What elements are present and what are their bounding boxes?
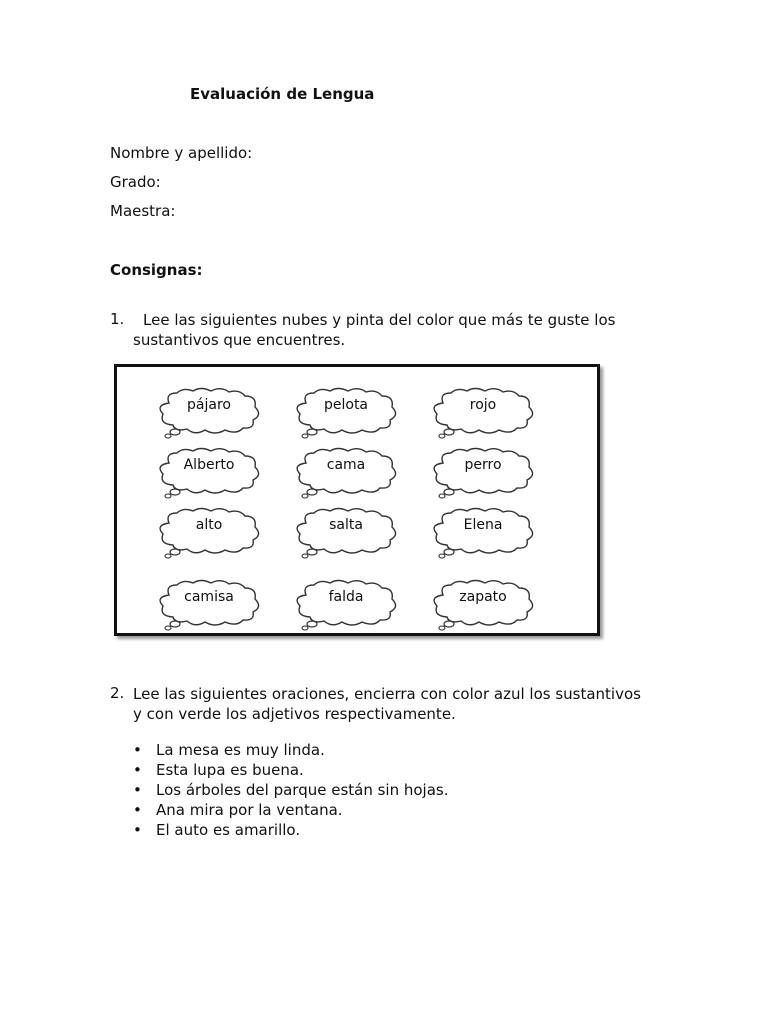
bullet-icon: •: [133, 761, 142, 779]
word-cloud: [155, 387, 265, 437]
cloud-icon: [429, 387, 539, 439]
cloud-word: perro: [464, 457, 502, 473]
word-cloud: [155, 507, 265, 557]
item-2-line-2: y con verde los adjetivos respectivamente.: [133, 705, 456, 723]
cloud-word-box: [114, 364, 600, 636]
word-cloud: [292, 579, 402, 629]
item-1-line-1: Lee las siguientes nubes y pinta del color que más te guste los: [143, 311, 616, 329]
cloud-icon: [155, 507, 265, 559]
cloud-icon: [292, 387, 402, 439]
cloud-icon: [292, 447, 402, 499]
name-field-label: Nombre y apellido:: [110, 144, 253, 162]
item-2-number: 2.: [110, 684, 125, 702]
consignas-heading: Consignas:: [110, 261, 203, 279]
item-1-line-2: sustantivos que encuentres.: [133, 331, 346, 349]
word-cloud: [429, 507, 539, 557]
cloud-word: salta: [329, 517, 363, 533]
cloud-word: pájaro: [187, 397, 231, 413]
list-item: [133, 780, 449, 800]
sentence-text: Ana mira por la ventana.: [156, 801, 343, 819]
cloud-word: camisa: [184, 589, 234, 605]
cloud-icon: [292, 579, 402, 631]
cloud-word: Elena: [463, 517, 503, 533]
bullet-icon: •: [133, 741, 142, 759]
word-cloud: [292, 507, 402, 557]
cloud-icon: [155, 447, 265, 499]
sentence-list: [133, 740, 449, 840]
cloud-icon: [429, 447, 539, 499]
word-cloud: [292, 447, 402, 497]
sentence-text: La mesa es muy linda.: [156, 741, 325, 759]
bullet-icon: •: [133, 821, 142, 839]
cloud-icon: [429, 507, 539, 559]
list-item: [133, 760, 449, 780]
word-cloud: [429, 579, 539, 629]
item-2-line-1: Lee las siguientes oraciones, encierra con color azul los sustantivos: [133, 685, 641, 703]
cloud-word: rojo: [469, 397, 497, 413]
cloud-word: Alberto: [183, 457, 235, 473]
teacher-field-label: Maestra:: [110, 202, 176, 220]
sentence-text: Esta lupa es buena.: [156, 761, 304, 779]
list-item: [133, 800, 449, 820]
document-title: Evaluación de Lengua: [190, 85, 375, 103]
cloud-icon: [429, 579, 539, 631]
bullet-icon: •: [133, 781, 142, 799]
item-1-number: 1.: [110, 310, 125, 328]
sentence-text: El auto es amarillo.: [156, 821, 301, 839]
cloud-icon: [292, 507, 402, 559]
cloud-word: zapato: [459, 589, 507, 605]
list-item: [133, 740, 449, 760]
cloud-icon: [155, 579, 265, 631]
grade-field-label: Grado:: [110, 173, 161, 191]
word-cloud: [292, 387, 402, 437]
cloud-word: pelota: [323, 397, 369, 413]
word-cloud: [155, 447, 265, 497]
cloud-word: cama: [326, 457, 366, 473]
word-cloud: [429, 387, 539, 437]
word-cloud: [429, 447, 539, 497]
list-item: [133, 820, 449, 840]
word-cloud: [155, 579, 265, 629]
bullet-icon: •: [133, 801, 142, 819]
cloud-word: falda: [328, 589, 364, 605]
cloud-icon: [155, 387, 265, 439]
cloud-word: alto: [195, 517, 223, 533]
sentence-text: Los árboles del parque están sin hojas.: [156, 781, 449, 799]
